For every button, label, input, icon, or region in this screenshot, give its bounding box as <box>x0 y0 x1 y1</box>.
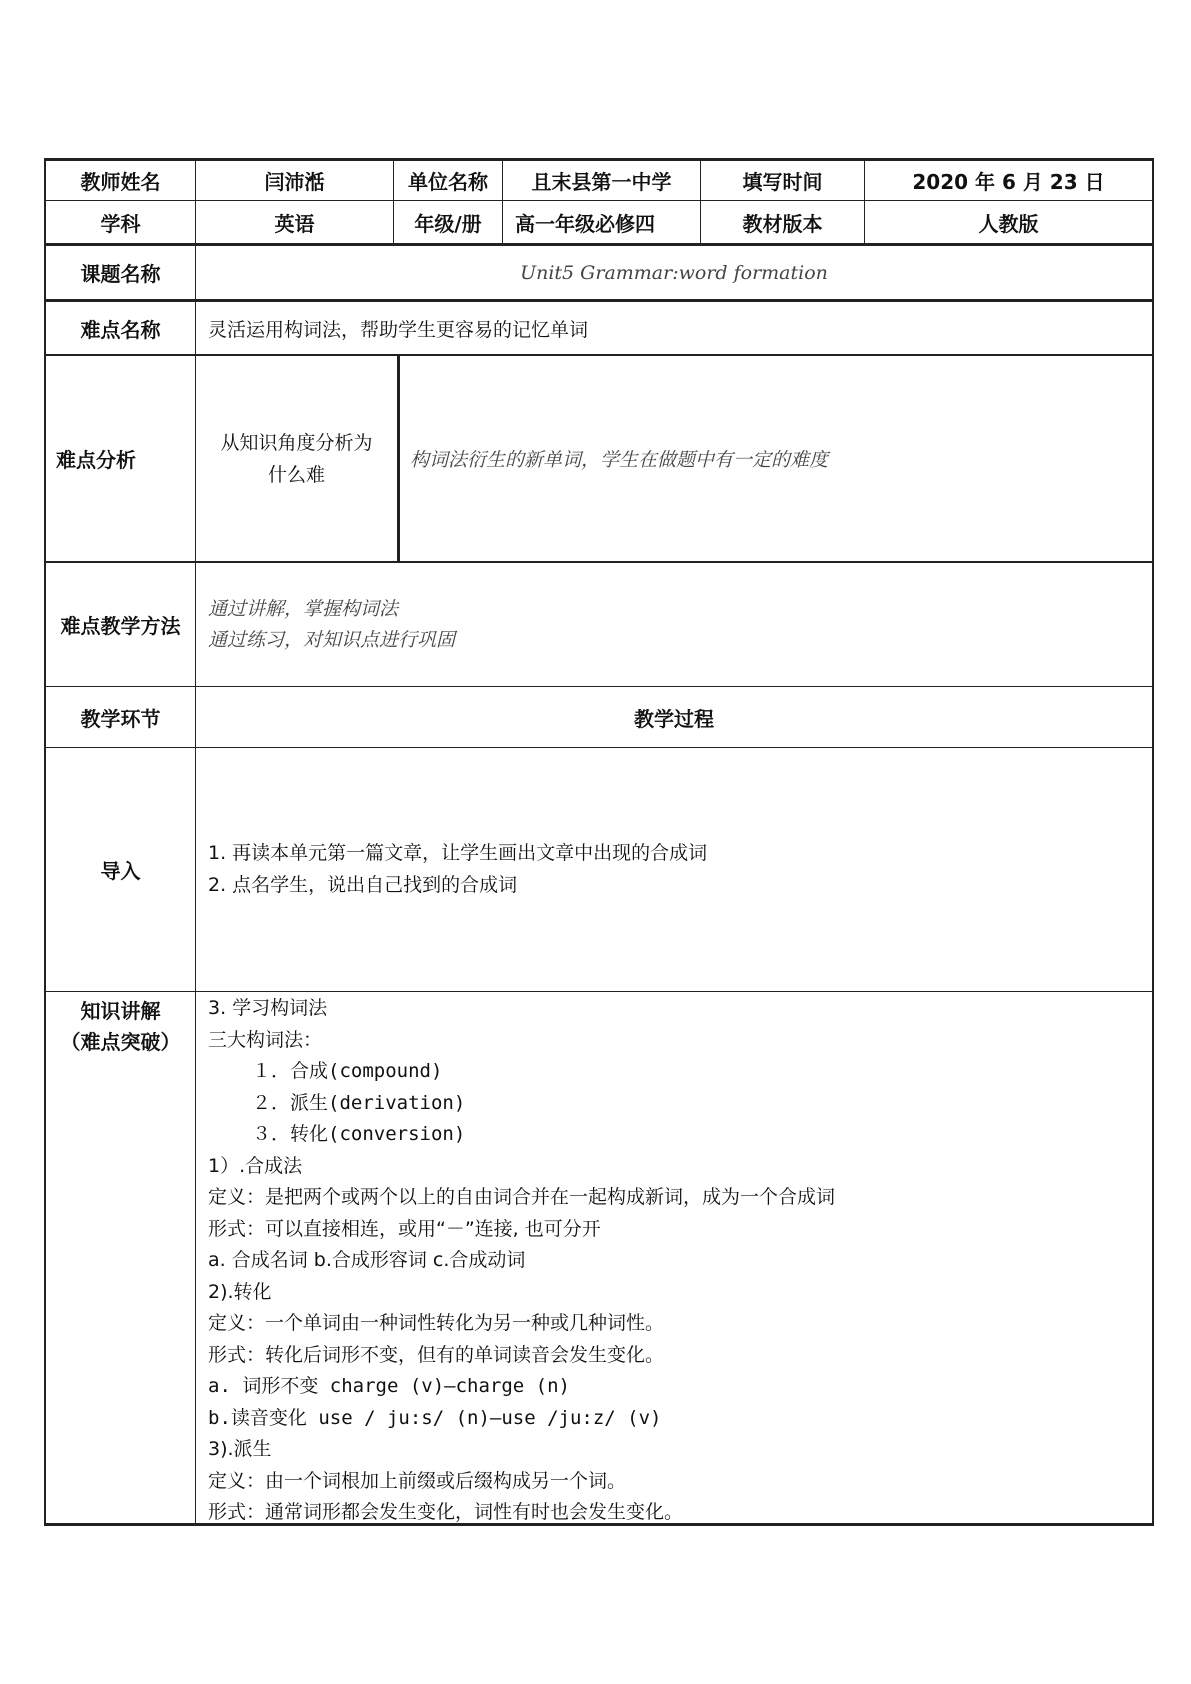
method-line-2: 通过练习，对知识点进行巩固 <box>208 628 456 651</box>
header-row-2 <box>44 201 1154 246</box>
knowledge-line: 定义：是把两个或两个以上的自由词合并在一起构成新词，成为一个合成词 <box>208 1186 836 1208</box>
method-row <box>44 563 1154 687</box>
difficulty-label: 难点名称 <box>46 302 196 354</box>
intro-line-2: 2. 点名学生，说出自己找到的合成词 <box>208 873 518 896</box>
teacher-label: 教师姓名 <box>46 161 196 200</box>
knowledge-row <box>44 992 1154 1526</box>
knowledge-line: 三大构词法： <box>208 1028 323 1051</box>
knowledge-line: 形式：转化后词形不变，但有的单词读音会发生变化。 <box>208 1343 665 1366</box>
unit-label: 单位名称 <box>394 161 503 200</box>
method-value <box>196 563 1152 686</box>
knowledge-line: 2).转化 <box>208 1280 272 1303</box>
topic-label: 课题名称 <box>46 246 196 299</box>
topic-row <box>44 246 1154 302</box>
subject-label: 学科 <box>46 201 196 243</box>
method-label: 难点教学方法 <box>46 563 196 686</box>
analysis-label: 难点分析 <box>46 356 196 561</box>
knowledge-line: 形式：可以直接相连，或用“－”连接, 也可分开 <box>208 1217 601 1240</box>
analysis-row <box>44 356 1154 563</box>
header-row-1 <box>44 158 1154 201</box>
edition-value: 人教版 <box>978 211 1039 236</box>
analysis-value: 构词法衍生的新单词，学生在做题中有一定的难度 <box>410 449 829 471</box>
knowledge-label <box>46 992 196 1523</box>
topic-value: Unit5 Grammar:word formation <box>520 261 828 284</box>
analysis-sublabel-line2: 什么难 <box>267 463 325 486</box>
unit-value: 且末县第一中学 <box>503 161 701 200</box>
grade-value: 高一年级必修四 <box>503 201 701 243</box>
intro-label: 导入 <box>46 748 196 991</box>
teacher-value: 闫沛湉 <box>196 161 394 200</box>
intro-line-1: 1. 再读本单元第一篇文章，让学生画出文章中出现的合成词 <box>208 842 708 864</box>
analysis-sublabel-line1: 从知识角度分析为 <box>220 431 373 454</box>
knowledge-line: 定义：一个单词由一种词性转化为另一种或几种词性。 <box>208 1312 665 1334</box>
knowledge-label-line2: （难点突破） <box>60 1030 181 1054</box>
knowledge-line: 形式：通常词形都会发生变化，词性有时也会发生变化。 <box>208 1501 684 1523</box>
difficulty-value: 灵活运用构词法，帮助学生更容易的记忆单词 <box>208 318 589 341</box>
knowledge-line: ３．转化(conversion) <box>252 1123 466 1145</box>
knowledge-line: 3).派生 <box>208 1438 272 1460</box>
knowledge-line: 1）.合成法 <box>208 1154 303 1177</box>
process-stage-label: 教学环节 <box>46 687 196 747</box>
knowledge-line: １．合成(compound) <box>252 1060 443 1082</box>
process-title: 教学过程 <box>634 706 714 731</box>
knowledge-label-line1: 知识讲解 <box>80 999 161 1023</box>
time-label: 填写时间 <box>701 161 865 200</box>
intro-content <box>196 748 1152 991</box>
edition-label: 教材版本 <box>701 201 865 243</box>
method-line-1: 通过讲解，掌握构词法 <box>208 597 399 620</box>
time-value: 2020 年 6 月 23 日 <box>912 170 1105 194</box>
difficulty-row <box>44 302 1154 356</box>
knowledge-line: ２．派生(derivation) <box>252 1091 466 1114</box>
knowledge-line: 3. 学习构词法 <box>208 997 328 1019</box>
lesson-plan-table <box>44 158 1154 1526</box>
analysis-sublabel <box>196 356 400 561</box>
grade-label: 年级/册 <box>394 201 503 243</box>
knowledge-content <box>196 992 1152 1523</box>
knowledge-line: a. 合成名词 b.合成形容词 c.合成动词 <box>208 1249 526 1271</box>
process-header-row <box>44 687 1154 748</box>
knowledge-line: a. 词形不变 charge (v)—charge (n) <box>208 1375 570 1397</box>
intro-row <box>44 748 1154 992</box>
knowledge-line: 定义：由一个词根加上前缀或后缀构成另一个词。 <box>208 1469 627 1492</box>
knowledge-line: b.读音变化 use / ju:s/ (n)—use /ju:z/ (v) <box>208 1406 662 1429</box>
subject-value: 英语 <box>196 201 394 243</box>
